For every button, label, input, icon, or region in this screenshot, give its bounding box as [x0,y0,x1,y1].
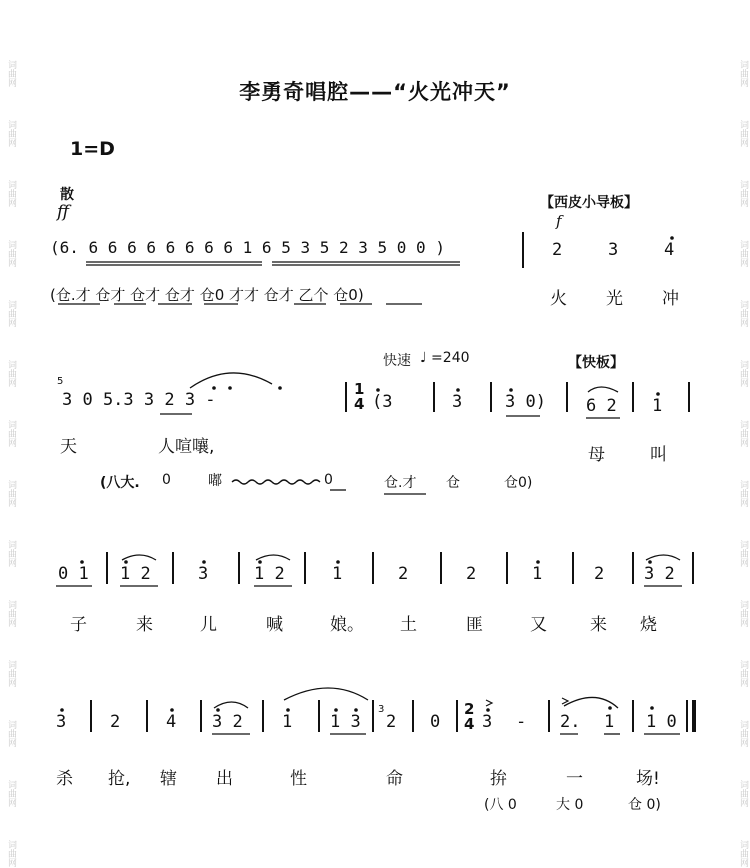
barline [632,700,634,732]
barline [372,552,374,584]
note-group: 1 [652,396,663,416]
note-group: 3 [482,712,493,732]
lyric: 天 [60,437,77,457]
lyric: 叫 [650,445,667,465]
note-group: 0 1 [58,564,89,584]
watermark-text: 词曲网 [6,300,16,327]
dynamic-mark: ff [57,202,70,222]
barline [200,700,202,732]
barline [172,552,174,584]
watermark-text: 词曲网 [738,540,748,567]
lyric: 火 [550,289,567,309]
barline [490,382,492,412]
lyric: 来 [590,615,607,635]
barline [572,552,574,584]
barline [345,382,347,412]
note-group: 1 [332,564,343,584]
vocal-note: 4 [664,240,675,260]
note-group: 2 [466,564,477,584]
lyric: 娘。 [330,615,364,635]
watermark-text: 词曲网 [6,60,16,87]
note-group: 2 [398,564,409,584]
watermark-text: 词曲网 [6,480,16,507]
section-dynamic: f [556,212,562,230]
barline [688,382,690,412]
section-label-xipi: 【西皮小导板】 [540,195,638,211]
barline [238,552,240,584]
note-group: 2 [594,564,605,584]
intro-percussion: (仓.才 仓才 仓才 仓才 仓0 才才 仓才 乙个 仓0) [50,286,364,304]
barline [506,552,508,584]
note-group: 2. [560,712,581,732]
watermark-text: 词曲网 [6,540,16,567]
watermark-text: 词曲网 [738,720,748,747]
barline [692,552,694,584]
note-group: 3 [56,712,67,732]
lyric: 儿 [200,615,217,635]
barline [433,382,435,412]
final-barline-thin [686,700,688,732]
barline [318,700,320,732]
watermark-text: 词曲网 [738,300,748,327]
vocal-note: 3 [608,240,619,260]
barline [146,700,148,732]
final-barline-thick [692,700,696,732]
note-group: 2 [110,712,121,732]
lyric: 命 [386,769,403,789]
barline [548,700,550,732]
note-group: 1 [282,712,293,732]
note-group: 1 [604,712,615,732]
watermark-text: 词曲网 [738,480,748,507]
note-group: 1 0 [646,712,677,732]
note-group: 3 [198,564,209,584]
note-group: 0 [430,712,441,732]
lyric: 辖 [160,769,177,789]
watermark-text: 词曲网 [6,240,16,267]
percussion-item: (八 0 [484,797,517,813]
vocal-notes-free: 3 0 5.3 3 2 3 - [62,390,216,410]
note-group: 1 3 [330,712,361,732]
breath-mark: 5 [57,376,64,387]
note-group: 4 [166,712,177,732]
lyric: 烧 [640,615,657,635]
watermark-text: 词曲网 [738,120,748,147]
lyric: 冲 [662,289,679,309]
note-group: 3 [452,392,463,412]
barline [304,552,306,584]
watermark-text: 词曲网 [738,840,748,867]
lyric: 又 [530,615,547,635]
watermark-text: 词曲网 [738,60,748,87]
watermark-text: 词曲网 [738,180,748,207]
time-signature: 2 4 [464,700,475,733]
watermark-text: 词曲网 [738,240,748,267]
barline [522,232,524,268]
tempo-value: ♩ =240 [420,350,470,366]
percussion-item: 0 [324,472,333,488]
watermark-text: 词曲网 [6,660,16,687]
watermark-text: 词曲网 [6,120,16,147]
lyric: 匪 [466,615,483,635]
lyric: 土 [400,615,417,635]
barline [372,700,374,732]
note-group: 3 2 [644,564,675,584]
lyric: 光 [606,289,623,309]
tempo-label: 快速 [383,353,411,369]
percussion-item: 0 [162,472,171,488]
watermark-right [734,0,748,868]
note-group: (3 [372,392,393,412]
vocal-note: 2 [552,240,563,260]
barline [456,700,458,732]
note-group: 1 2 [254,564,285,584]
key-signature: 1=D [70,138,115,160]
watermark-text: 词曲网 [6,360,16,387]
watermark-text: 词曲网 [6,600,16,627]
barline [262,700,264,732]
watermark-text: 词曲网 [6,420,16,447]
watermark-text: 词曲网 [738,600,748,627]
percussion-item: 仓0) [504,475,533,491]
watermark-text: 词曲网 [6,840,16,867]
percussion-item: 仓 0) [628,797,661,813]
percussion-item: 大 0 [556,797,584,813]
lyric: 性 [290,769,307,789]
lyric: 拚 [490,769,507,789]
lyric: 一 [566,769,583,789]
lyric: 抢, [108,769,131,789]
watermark-text: 词曲网 [6,720,16,747]
grace-note: 3 [378,704,385,715]
intro-notes: (6. 6 6 6 6 6 6 6 6 1 6 5 3 5 2 3 5 0 0 ) [50,238,445,257]
lyric: 喊 [266,615,283,635]
percussion-item: (八大. [100,475,140,491]
percussion-item: 仓 [446,475,460,491]
barline [566,382,568,412]
note-group: 2 [386,712,397,732]
lyric: 来 [136,615,153,635]
free-tempo-label: 散 [60,187,74,203]
note-group: 3 2 [212,712,243,732]
watermark-text: 词曲网 [738,660,748,687]
page-title: 李勇奇唱腔——“火光冲天” [239,80,511,104]
lyric: 场! [636,769,660,789]
barline [632,552,634,584]
section-label-kuaiban: 【快板】 [568,355,624,371]
barline [412,700,414,732]
note-group: 6 2 [586,396,617,416]
note-group: - [516,712,527,732]
barline [106,552,108,584]
watermark-text: 词曲网 [738,780,748,807]
barline [440,552,442,584]
watermark-text: 词曲网 [6,780,16,807]
lyric: 杀 [56,769,73,789]
note-group: 1 [532,564,543,584]
percussion-item: 仓.才 [384,475,417,491]
percussion-item: 嘟 [208,473,222,489]
barline [90,700,92,732]
barline [632,382,634,412]
watermark-text: 词曲网 [738,420,748,447]
lyric: 出 [216,769,233,789]
watermark-text: 词曲网 [6,180,16,207]
note-group: 1 2 [120,564,151,584]
lyric: 母 [588,445,605,465]
note-group: 3 0) [505,392,546,412]
time-signature: 1 4 [354,380,365,413]
lyric: 人喧嚷, [158,437,215,457]
watermark-text: 词曲网 [738,360,748,387]
watermark-left [2,0,16,868]
lyric: 子 [70,615,87,635]
